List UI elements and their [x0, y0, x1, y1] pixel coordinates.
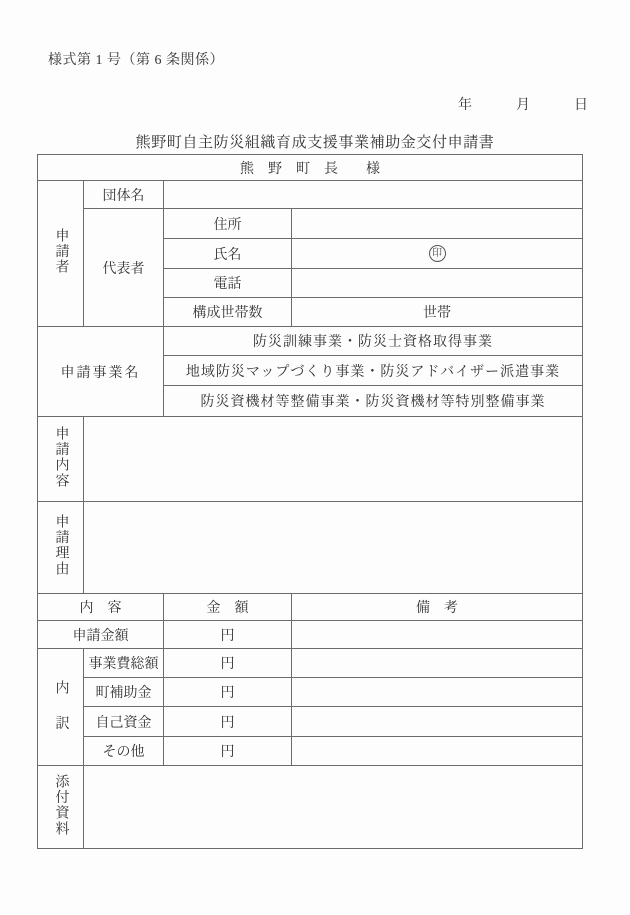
group-name-field [164, 181, 583, 209]
date-year-label: 年 [458, 98, 472, 113]
households-label: 構成世帯数 [164, 298, 292, 327]
breakdown-other-field [164, 737, 292, 766]
name-field [292, 239, 583, 269]
attachments-label [38, 766, 84, 849]
breakdown-row-label-own-funds: 自己資金 [84, 707, 164, 737]
households-unit: 世帯 [423, 306, 451, 321]
breakdown-own-funds-note-field [292, 707, 583, 737]
attachments-field [84, 766, 583, 849]
application-form-table [37, 154, 583, 849]
requested-amount-field [164, 621, 292, 649]
yen-unit: 円 [220, 715, 235, 731]
seal-mark: 印 [429, 245, 446, 262]
name-label: 氏名 [164, 239, 292, 269]
representative-label: 代表者 [84, 209, 164, 327]
application-content-field [84, 417, 583, 502]
breakdown-subsidy-field [164, 678, 292, 707]
application-content-label [38, 417, 84, 502]
breakdown-other-note-field [292, 737, 583, 766]
households-field [292, 298, 583, 327]
phone-label: 電話 [164, 269, 292, 298]
project-section-label: 申請事業名 [38, 327, 164, 417]
form-title: 熊野町自主防災組織育成支援事業補助金交付申請書 [135, 135, 495, 151]
breakdown-row-label-other: その他 [84, 737, 164, 766]
applicant-vertical-text: 申請者 [53, 228, 69, 276]
project-option-1: 防災訓練事業・防災士資格取得事業 [164, 327, 583, 356]
address-field [292, 209, 583, 239]
yen-unit: 円 [220, 745, 235, 760]
breakdown-section-label [38, 649, 84, 766]
project-option-3: 防災資機材等整備事業・防災資機材等特別整備事業 [164, 386, 583, 417]
form-number: 様式第 1 号（第 6 条関係） [48, 53, 224, 68]
addressee: 熊 野 町 長 様 [38, 155, 583, 181]
application-reason-field [84, 502, 583, 594]
application-content-vertical-text: 申請内容 [53, 425, 69, 489]
date-day-label: 日 [574, 98, 588, 113]
breakdown-row-label-total: 事業費総額 [84, 649, 164, 678]
date-line [458, 94, 588, 114]
application-reason-vertical-text: 申請理由 [53, 514, 69, 578]
requested-amount-note-field [292, 621, 583, 649]
group-name-label: 団体名 [84, 181, 164, 209]
breakdown-subsidy-note-field [292, 678, 583, 707]
breakdown-total-field [164, 649, 292, 678]
yen-unit: 円 [220, 657, 235, 672]
breakdown-vertical-text: 内訳 [53, 679, 69, 752]
project-option-2: 地域防災マップづくり事業・防災アドバイザー派遣事業 [164, 356, 583, 386]
amounts-header-note: 備 考 [292, 594, 583, 621]
date-month-label: 月 [516, 98, 530, 113]
application-reason-label [38, 502, 84, 594]
breakdown-own-funds-field [164, 707, 292, 737]
requested-amount-label: 申請金額 [38, 621, 164, 649]
attachments-vertical-text: 添付資料 [53, 773, 69, 837]
applicant-section-label [38, 181, 84, 327]
yen-unit: 円 [220, 628, 235, 644]
address-label: 住所 [164, 209, 292, 239]
amounts-header-content: 内 容 [38, 594, 164, 621]
breakdown-total-note-field [292, 649, 583, 678]
breakdown-row-label-subsidy: 町補助金 [84, 678, 164, 707]
amounts-header-amount: 金 額 [164, 594, 292, 621]
yen-unit: 円 [220, 686, 235, 701]
phone-field [292, 269, 583, 298]
